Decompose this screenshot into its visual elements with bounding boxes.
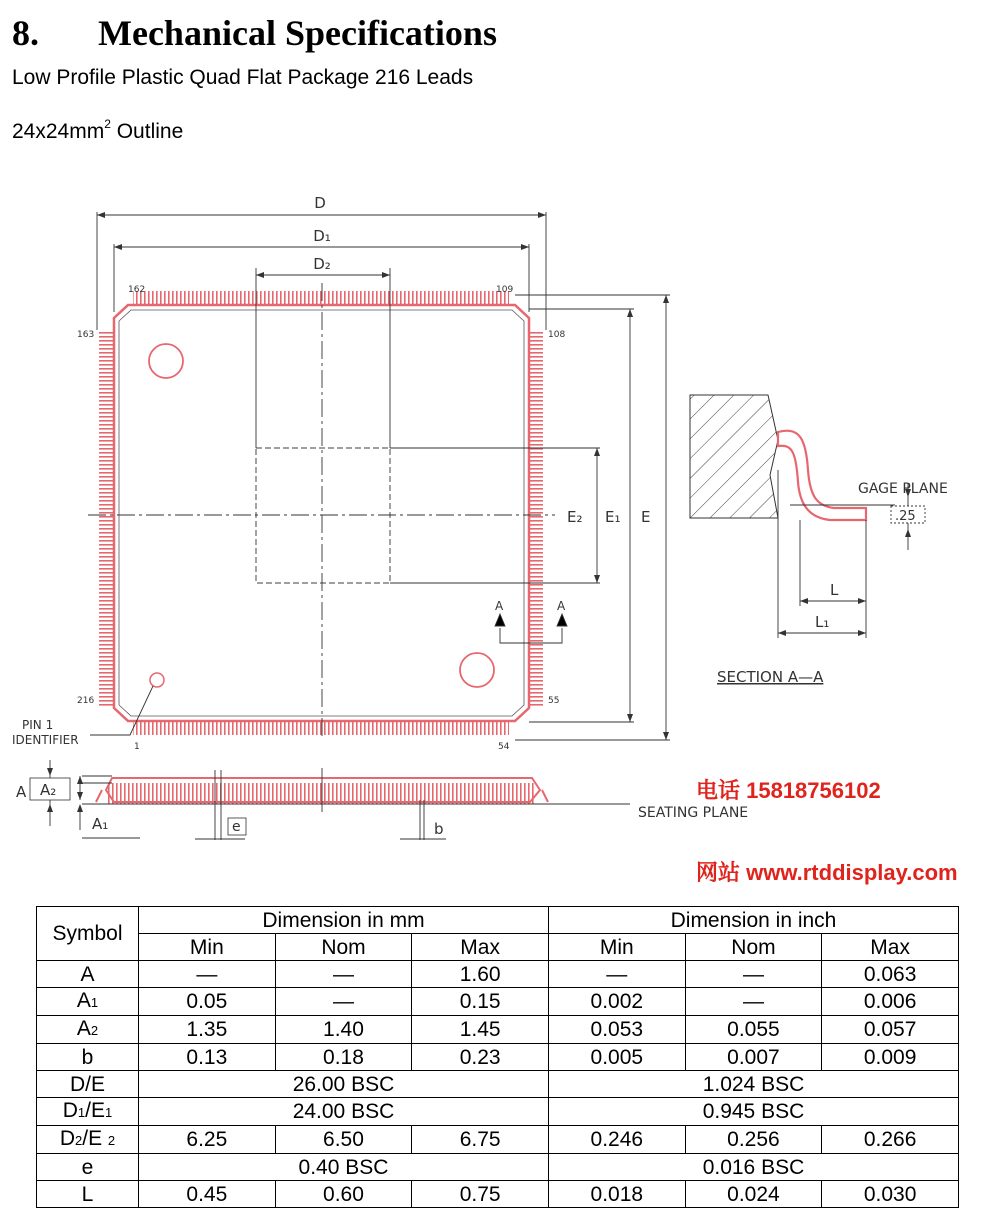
pin-216-label: 216 xyxy=(77,696,95,706)
section-mark-left: A xyxy=(495,599,504,613)
cell: 0.60 xyxy=(275,1181,412,1208)
inch-nom-header: Nom xyxy=(685,934,822,961)
page-title: Mechanical Specifications xyxy=(98,13,497,53)
cell: 6.25 xyxy=(139,1126,276,1154)
cell: 0.45 xyxy=(139,1181,276,1208)
cell: 1.45 xyxy=(412,1016,549,1044)
pin-1-label: 1 xyxy=(134,742,140,752)
row-symbol xyxy=(37,1126,139,1154)
section-number: 8. xyxy=(12,13,39,53)
table-header-row xyxy=(37,907,959,934)
dim-d1-label: D₁ xyxy=(313,227,331,245)
seating-plane-label: SEATING PLANE xyxy=(638,805,749,821)
dim-b-label: b xyxy=(434,820,444,838)
cell: 0.030 xyxy=(822,1181,959,1208)
row-symbol-sub: 1 xyxy=(105,1105,113,1120)
gage-value: .25 xyxy=(895,509,916,524)
dim-d-label: D xyxy=(314,194,326,212)
row-symbol xyxy=(37,1071,139,1098)
cell: 6.75 xyxy=(412,1126,549,1154)
row-symbol xyxy=(37,988,139,1016)
pin-109-label: 109 xyxy=(496,285,514,295)
dim-e-pitch-label: e xyxy=(232,819,241,835)
cell: 0.75 xyxy=(412,1181,549,1208)
cell: 0.006 xyxy=(822,988,959,1016)
pin1-label-line2: IDENTIFIER xyxy=(12,733,79,747)
row-symbol xyxy=(37,961,139,988)
dim-a2-label: A₂ xyxy=(40,781,57,799)
row-symbol-part: /E xyxy=(85,1099,105,1122)
inch-max-header: Max xyxy=(822,934,959,961)
symbol-header: Symbol xyxy=(37,907,139,961)
dim-d2-label: D₂ xyxy=(313,255,331,273)
mm-min-header: Min xyxy=(139,934,276,961)
cell: 0.18 xyxy=(275,1044,412,1071)
row-symbol-main: e xyxy=(81,1155,94,1179)
top-pins xyxy=(133,291,509,305)
table-row xyxy=(37,1126,959,1154)
row-symbol-main: D/E xyxy=(69,1072,105,1096)
section-title: SECTION A—A xyxy=(717,668,824,686)
row-symbol-sub: 1 xyxy=(77,1105,86,1120)
cell: — xyxy=(275,961,412,988)
pin-55-label: 55 xyxy=(548,696,560,706)
dim-l1-label: L₁ xyxy=(815,613,830,631)
outline-suffix: Outline xyxy=(110,120,184,143)
row-symbol-main: b xyxy=(81,1045,94,1069)
mm-bsc-cell: 26.00 BSC xyxy=(139,1071,549,1098)
cell: 0.15 xyxy=(412,988,549,1016)
dim-e-label: E xyxy=(641,508,651,526)
mm-bsc-cell: 0.40 BSC xyxy=(139,1154,549,1181)
row-symbol-main: A xyxy=(80,962,95,986)
row-symbol xyxy=(37,1098,139,1126)
mm-max-header: Max xyxy=(412,934,549,961)
cell: — xyxy=(548,961,685,988)
row-symbol-part: /E xyxy=(82,1127,108,1150)
mm-bsc-cell: 24.00 BSC xyxy=(139,1098,549,1126)
pin1-label-line1: PIN 1 xyxy=(22,718,54,732)
table-subheader-row xyxy=(37,934,959,961)
gage-plane-label: GAGE PLANE xyxy=(858,481,948,497)
table-row xyxy=(37,1071,959,1098)
inch-bsc-cell: 0.945 BSC xyxy=(548,1098,958,1126)
table-row xyxy=(37,1016,959,1044)
contact-phone: 电话 15818756102 xyxy=(696,778,881,803)
mm-header: Dimension in mm xyxy=(139,907,549,934)
row-symbol-sub: 2 xyxy=(75,1133,83,1148)
row-symbol xyxy=(37,1044,139,1071)
table-row xyxy=(37,1154,959,1181)
cell: 0.13 xyxy=(139,1044,276,1071)
row-symbol-main: L xyxy=(81,1182,94,1206)
pin-163-label: 163 xyxy=(77,330,95,340)
cell: 0.23 xyxy=(412,1044,549,1071)
table-row xyxy=(37,1181,959,1208)
cell: 1.40 xyxy=(275,1016,412,1044)
row-symbol-sub: 2 xyxy=(107,1133,116,1148)
cell: 6.50 xyxy=(275,1126,412,1154)
cell: 0.009 xyxy=(822,1044,959,1071)
outline-prefix: 24x24mm xyxy=(12,120,105,143)
inch-bsc-cell: 0.016 BSC xyxy=(548,1154,958,1181)
row-symbol xyxy=(37,1016,139,1044)
row-symbol-main: A xyxy=(76,1017,91,1040)
package-description: Low Profile Plastic Quad Flat Package 216 Leads xyxy=(12,66,474,89)
cell: — xyxy=(275,988,412,1016)
inch-bsc-cell: 1.024 BSC xyxy=(548,1071,958,1098)
row-symbol-part: D xyxy=(59,1127,75,1150)
row-symbol-part: D xyxy=(62,1099,78,1122)
cell: 0.063 xyxy=(822,961,959,988)
pin-162-label: 162 xyxy=(128,285,146,295)
cell: 0.266 xyxy=(822,1126,959,1154)
dimension-table xyxy=(36,906,959,1208)
cell: 0.053 xyxy=(548,1016,685,1044)
cell: 0.024 xyxy=(685,1181,822,1208)
section-body-hatched xyxy=(690,395,778,518)
table-row xyxy=(37,1098,959,1126)
cell: — xyxy=(685,961,822,988)
left-pins xyxy=(99,330,113,706)
package-body xyxy=(114,305,529,721)
cell: — xyxy=(685,988,822,1016)
pin-108-label: 108 xyxy=(548,330,566,340)
dim-a1-label: A₁ xyxy=(92,815,109,833)
contact-website[interactable]: 网站 www.rtddisplay.com xyxy=(696,860,958,885)
section-lead xyxy=(778,431,866,520)
dim-a-label: A xyxy=(16,783,27,801)
cell: 0.018 xyxy=(548,1181,685,1208)
row-symbol-sub: 1 xyxy=(90,995,99,1010)
right-pins xyxy=(529,330,543,706)
dim-l-label: L xyxy=(830,581,839,599)
mm-nom-header: Nom xyxy=(275,934,412,961)
table-row xyxy=(37,961,959,988)
cell: 0.05 xyxy=(139,988,276,1016)
outline-superscript: 2 xyxy=(104,117,111,131)
cell: 0.055 xyxy=(685,1016,822,1044)
row-symbol-main: A xyxy=(76,989,91,1012)
cell: 1.35 xyxy=(139,1016,276,1044)
cell: 0.005 xyxy=(548,1044,685,1071)
dim-e2-label: E₂ xyxy=(567,508,583,526)
table-row xyxy=(37,1044,959,1071)
cell: 0.057 xyxy=(822,1016,959,1044)
cell: 0.246 xyxy=(548,1126,685,1154)
row-symbol-sub: 2 xyxy=(90,1023,99,1038)
table-row xyxy=(37,988,959,1016)
inch-min-header: Min xyxy=(548,934,685,961)
cell: 0.256 xyxy=(685,1126,822,1154)
row-symbol xyxy=(37,1181,139,1208)
cell: — xyxy=(139,961,276,988)
bottom-pins xyxy=(133,721,509,735)
cell: 0.007 xyxy=(685,1044,822,1071)
dim-e1-label: E₁ xyxy=(605,508,621,526)
pin-54-label: 54 xyxy=(498,742,510,752)
inch-header: Dimension in inch xyxy=(548,907,958,934)
section-mark-right: A xyxy=(557,599,566,613)
cell: 1.60 xyxy=(412,961,549,988)
row-symbol xyxy=(37,1154,139,1181)
cell: 0.002 xyxy=(548,988,685,1016)
